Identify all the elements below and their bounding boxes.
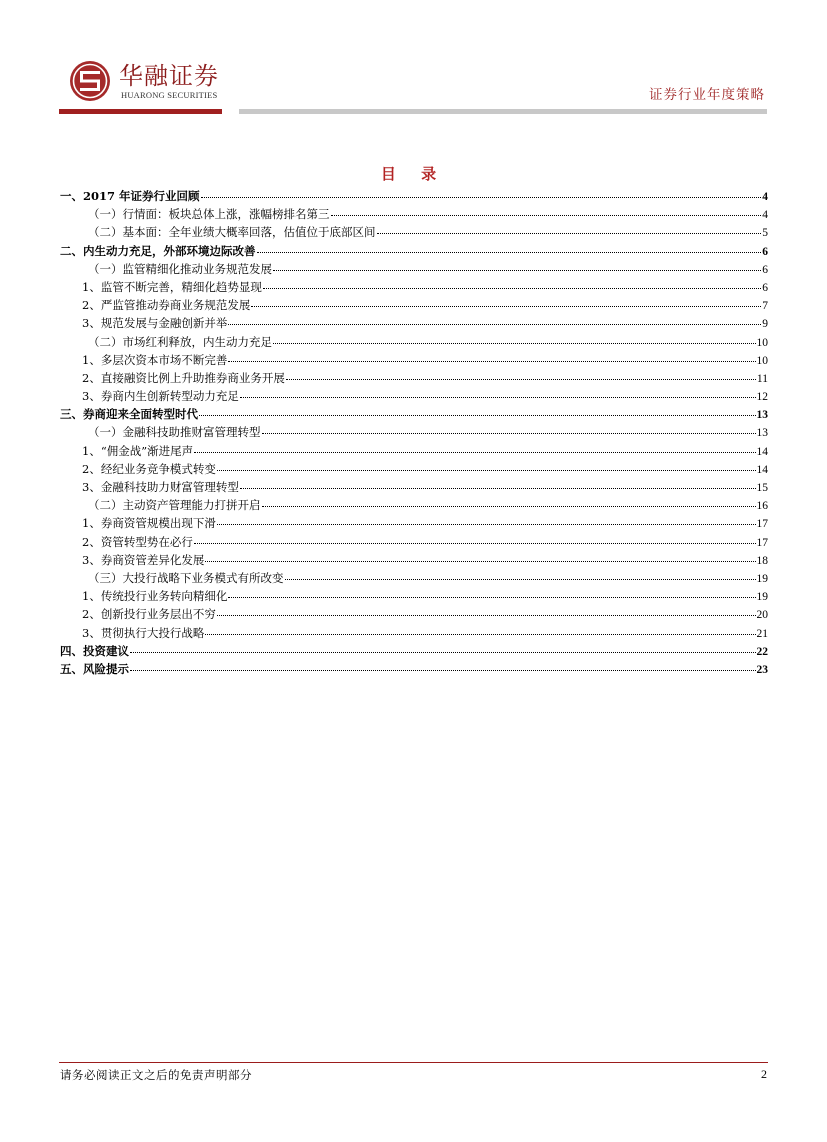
- page-number: 2: [761, 1067, 767, 1081]
- toc-entry-page: 5: [762, 227, 768, 240]
- toc-leader-dots: [130, 651, 756, 653]
- toc-entry-title: （二）市场红利释放，内生动力充足: [88, 334, 272, 349]
- toc-leader-dots: [217, 469, 756, 471]
- toc-entry-title: 二、内生动力充足，外部环境边际改善: [60, 243, 256, 258]
- toc-entry[interactable]: [60, 460, 768, 478]
- toc-entry[interactable]: [60, 405, 768, 423]
- toc-entry-page: 13: [756, 427, 768, 440]
- toc-entry[interactable]: [60, 205, 768, 223]
- toc-leader-dots: [273, 342, 756, 344]
- toc-entry-page: 21: [756, 627, 768, 640]
- toc-entry-title: 3、券商资管差异化发展: [82, 552, 205, 567]
- toc-entry-page: 6: [762, 263, 768, 276]
- toc-entry[interactable]: [60, 496, 768, 514]
- toc-entry-page: 17: [756, 536, 768, 549]
- toc-entry-title: （一）监管精细化推动业务规范发展: [88, 261, 272, 276]
- toc-leader-dots: [240, 396, 756, 398]
- footer-divider: [59, 1062, 768, 1063]
- toc-leader-dots: [217, 523, 756, 525]
- toc-entry-title: 五、风险提示: [60, 661, 129, 676]
- toc-entry-title: （二）主动资产管理能力打拼开启: [88, 498, 261, 513]
- toc-leader-dots: [251, 305, 761, 307]
- toc-leader-dots: [273, 269, 761, 271]
- toc-leader-dots: [199, 414, 756, 416]
- toc-entry-title: （二）基本面：全年业绩大概率回落，估值位于底部区间: [88, 225, 376, 240]
- toc-leader-dots: [217, 614, 756, 616]
- page-header: [0, 0, 827, 120]
- toc-entry[interactable]: [60, 660, 768, 678]
- toc-entry[interactable]: [60, 569, 768, 587]
- toc-leader-dots: [240, 487, 756, 489]
- toc-entry-title: 3、金融科技助力财富管理转型: [82, 480, 239, 494]
- toc-entry-page: 13: [756, 409, 768, 422]
- toc-entry-page: 17: [756, 518, 768, 531]
- toc-entry[interactable]: [60, 587, 768, 605]
- toc-entry-page: 11: [756, 372, 768, 385]
- toc-entry[interactable]: [60, 242, 768, 260]
- toc-leader-dots: [263, 287, 761, 289]
- toc-entry-title: 3、规范发展与金融创新并举: [82, 316, 228, 331]
- toc-entry[interactable]: [60, 278, 768, 296]
- toc-entry-title: 2、直接融资比例上升助推券商业务开展: [82, 370, 285, 385]
- toc-leader-dots: [228, 360, 755, 362]
- toc-entry[interactable]: [60, 624, 768, 642]
- toc-leader-dots: [286, 378, 756, 380]
- toc-entry[interactable]: [60, 260, 768, 278]
- toc-leader-dots: [228, 323, 761, 325]
- toc-entry[interactable]: [60, 442, 768, 460]
- toc-leader-dots: [201, 196, 762, 198]
- table-of-contents: [60, 187, 768, 678]
- toc-leader-dots: [194, 451, 755, 453]
- toc-entry-title: 1、券商资管规模出现下滑: [82, 516, 216, 531]
- toc-entry-page: 6: [762, 281, 768, 294]
- toc-entry[interactable]: [60, 333, 768, 351]
- toc-leader-dots: [228, 596, 755, 598]
- toc-leader-dots: [262, 432, 756, 434]
- report-type: 证券行业年度策略: [649, 87, 765, 103]
- footer-disclaimer: 请务必阅读正文之后的免责声明部分: [60, 1068, 252, 1082]
- toc-entry-page: 16: [756, 500, 768, 513]
- toc-entry[interactable]: [60, 387, 768, 405]
- header-bar-gray: [239, 109, 767, 114]
- toc-entry[interactable]: [60, 478, 768, 496]
- toc-entry[interactable]: [60, 223, 768, 241]
- toc-leader-dots: [377, 232, 762, 234]
- toc-entry[interactable]: [60, 187, 768, 205]
- toc-entry-page: 22: [756, 645, 768, 658]
- toc-entry-title: 三、券商迎来全面转型时代: [60, 407, 198, 422]
- toc-entry-title: 1、监管不断完善，精细化趋势显现: [82, 279, 262, 294]
- toc-entry[interactable]: [60, 605, 768, 623]
- toc-entry-page: 7: [762, 300, 768, 313]
- toc-leader-dots: [205, 560, 755, 562]
- toc-entry-title: 3、券商内生创新转型动力充足: [82, 389, 239, 404]
- toc-entry-title: 1、多层次资本市场不断完善: [82, 352, 228, 367]
- toc-entry-title: （一）金融科技助推财富管理转型: [88, 425, 261, 440]
- toc-entry-page: 4: [762, 191, 768, 203]
- toc-entry-title: （三）大投行战略下业务模式有所改变: [88, 570, 284, 585]
- toc-entry-page: 14: [756, 445, 768, 458]
- toc-entry-title: 3、贯彻执行大投行战略: [82, 625, 205, 640]
- toc-entry-title: 1、传统投行业务转向精细化: [82, 589, 228, 604]
- huarong-logo-icon: [69, 60, 111, 102]
- toc-entry-title: 2、资管转型势在必行: [82, 534, 193, 549]
- toc-leader-dots: [205, 633, 755, 635]
- toc-entry[interactable]: [60, 642, 768, 660]
- toc-entry-title: 四、投资建议: [60, 643, 129, 658]
- toc-entry-page: 4: [762, 209, 768, 222]
- toc-entry-page: 19: [756, 572, 768, 585]
- company-name-en: HUARONG SECURITIES: [121, 90, 218, 100]
- toc-entry[interactable]: [60, 296, 768, 314]
- toc-entry-page: 10: [756, 354, 768, 367]
- toc-entry-title: 2、严监管推动券商业务规范发展: [82, 298, 251, 313]
- toc-leader-dots: [130, 669, 756, 671]
- toc-entry-page: 10: [756, 336, 768, 349]
- toc-entry-page: 12: [756, 391, 768, 404]
- toc-entry[interactable]: [60, 351, 768, 369]
- header-bar-accent: [59, 109, 222, 114]
- toc-entry-title: （一）行情面：板块总体上涨，涨幅榜排名第三: [88, 207, 330, 222]
- toc-entry[interactable]: [60, 423, 768, 441]
- toc-entry-page: 20: [756, 609, 768, 622]
- toc-entry[interactable]: [60, 533, 768, 551]
- toc-entry-title: 2、创新投行业务层出不穷: [82, 607, 216, 622]
- toc-entry-page: 6: [762, 245, 768, 258]
- toc-entry-page: 14: [756, 463, 768, 476]
- toc-leader-dots: [262, 505, 756, 507]
- toc-entry-title: 2、经纪业务竞争模式转变: [82, 461, 216, 476]
- toc-entry[interactable]: [60, 369, 768, 387]
- toc-entry-page: 23: [756, 663, 768, 676]
- company-name-cn: 华融证券: [119, 62, 219, 90]
- toc-leader-dots: [194, 542, 756, 544]
- toc-entry[interactable]: [60, 514, 768, 532]
- toc-entry-page: 19: [756, 591, 768, 604]
- toc-title: 目 录: [380, 165, 447, 183]
- toc-entry-page: 18: [756, 554, 768, 567]
- toc-entry-page: 15: [756, 482, 768, 494]
- toc-leader-dots: [257, 251, 762, 253]
- toc-entry-page: 9: [762, 318, 768, 331]
- toc-entry[interactable]: [60, 551, 768, 569]
- toc-leader-dots: [331, 214, 762, 216]
- toc-entry-title: 1、“佣金战”渐进尾声: [82, 443, 194, 458]
- toc-entry[interactable]: [60, 314, 768, 332]
- toc-leader-dots: [285, 578, 756, 580]
- toc-entry-title: 一、2017 年证券行业回顾: [60, 189, 200, 203]
